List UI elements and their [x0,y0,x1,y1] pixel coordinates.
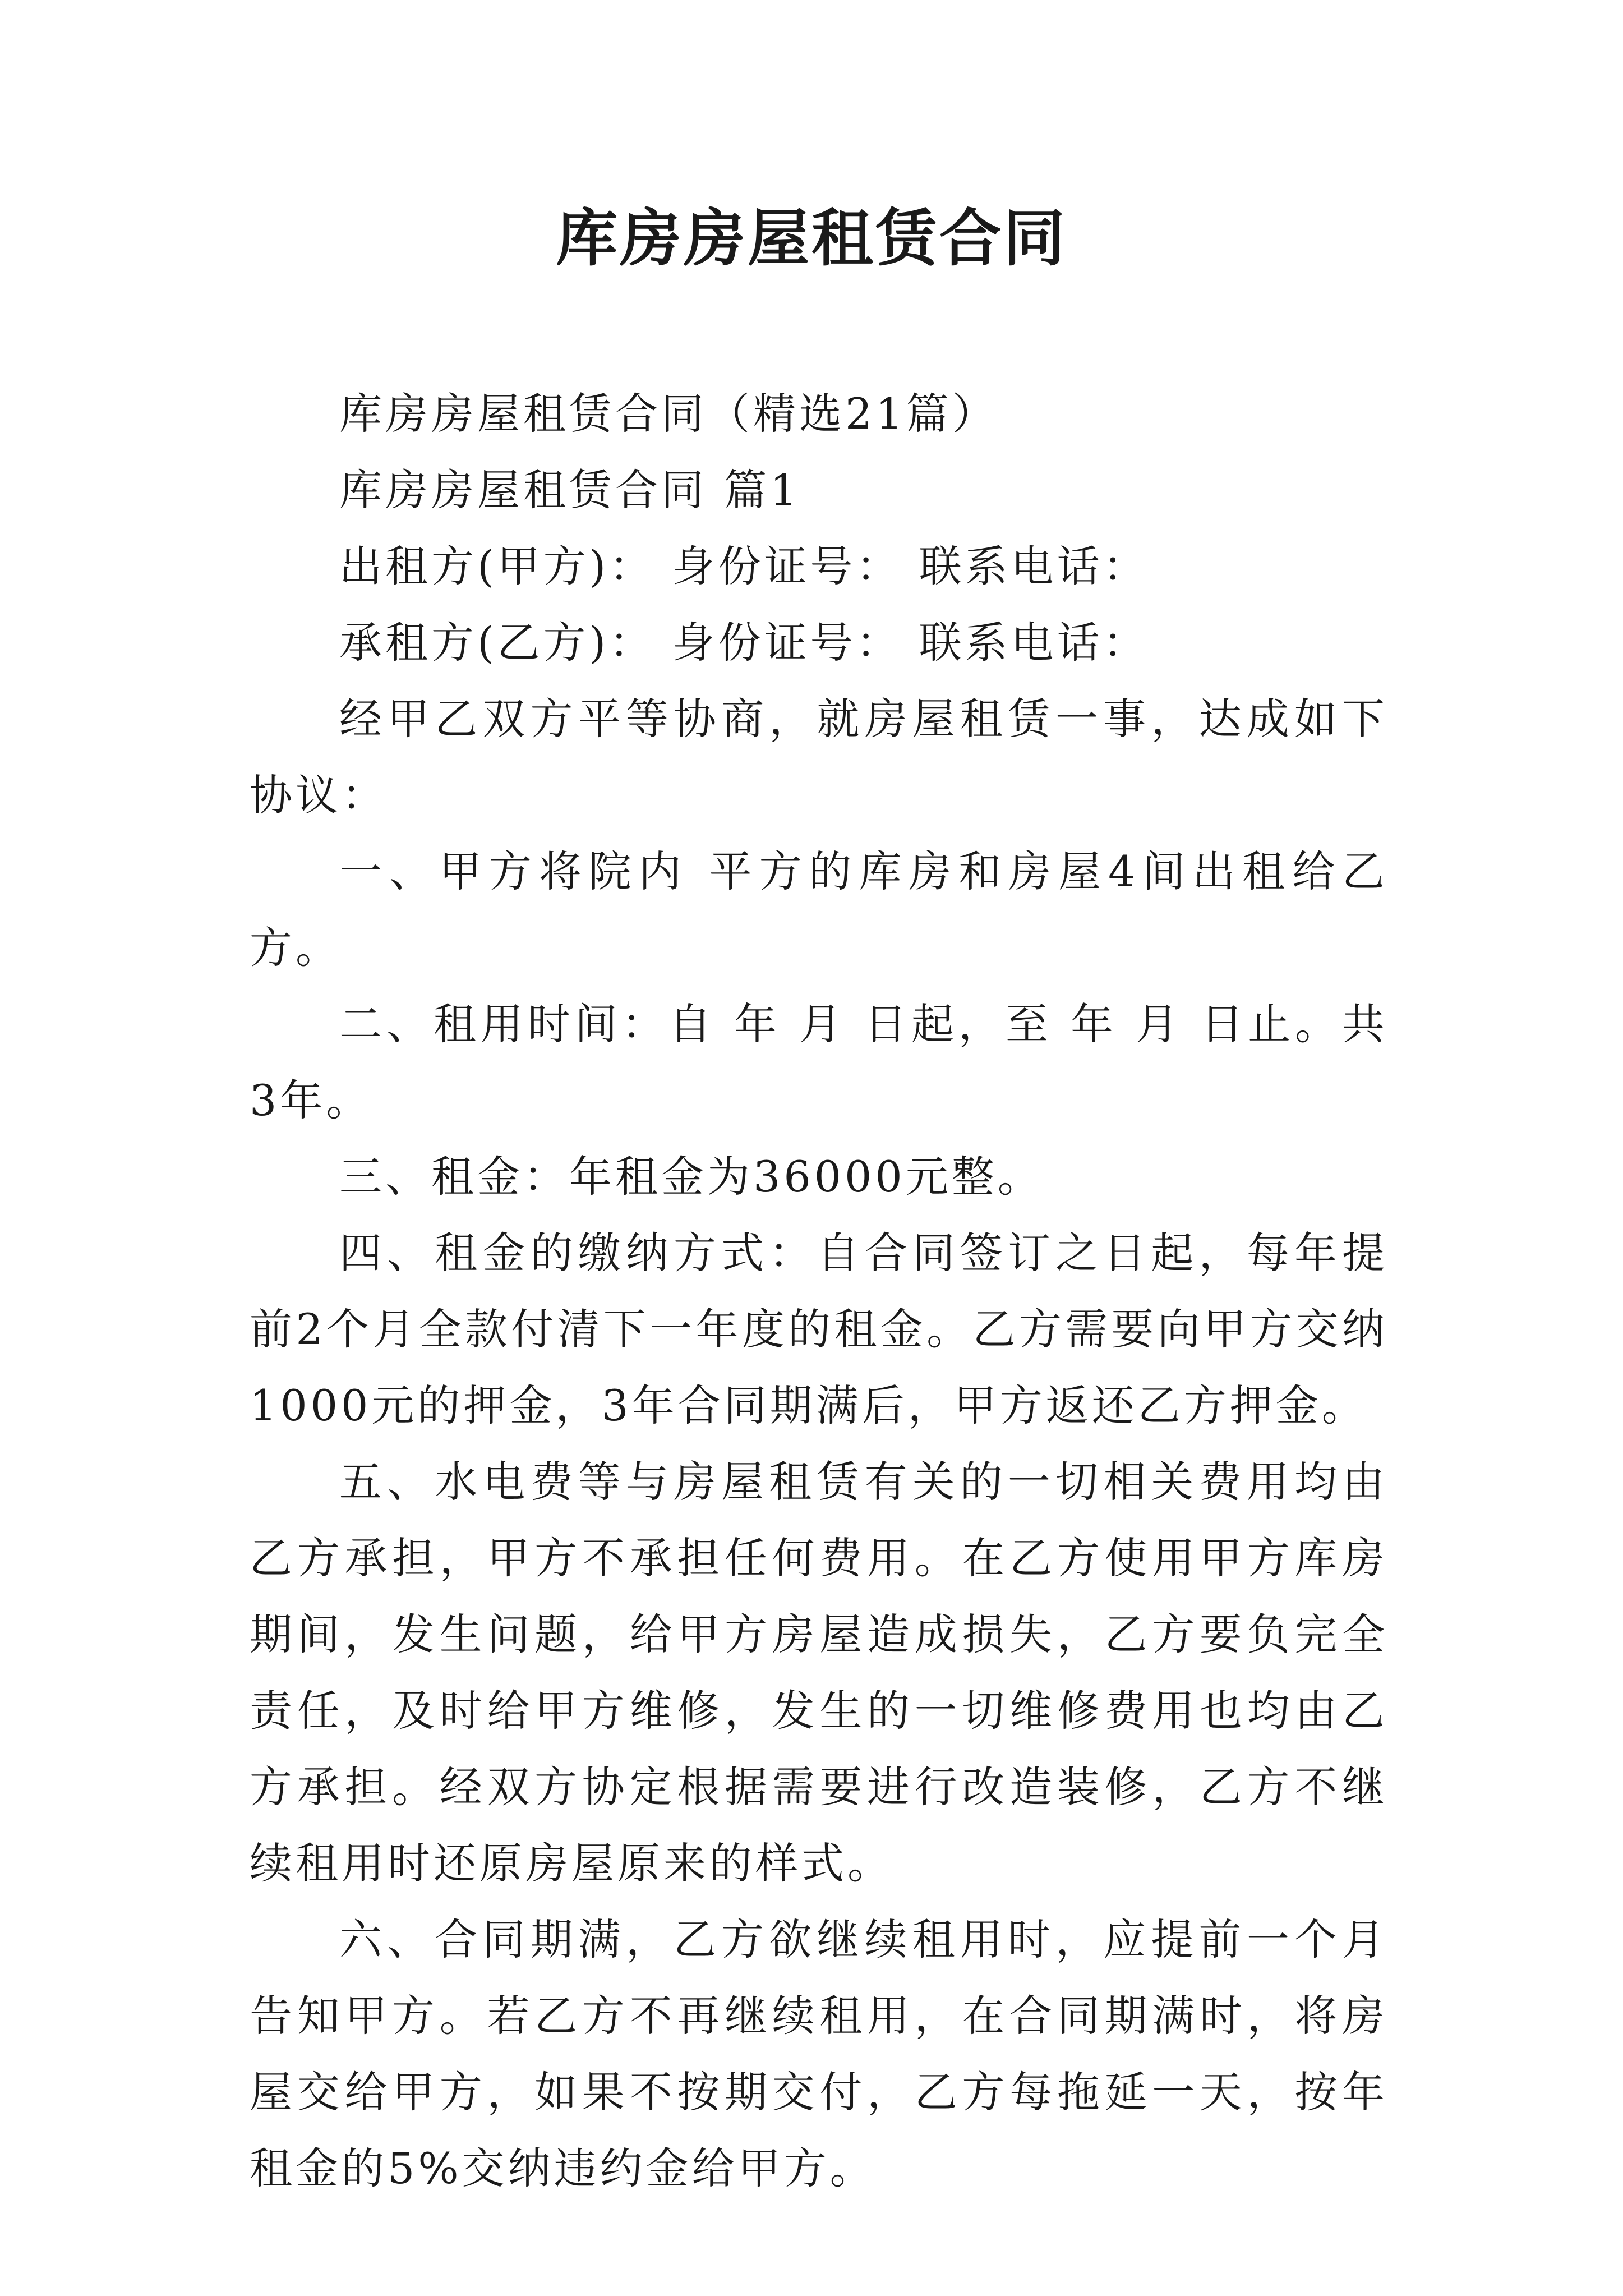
clause-3: 三、租金：年租金为36000元整。 [339,1152,1044,1202]
clause-6: 六、合同期满，乙方欲继续租用时，应提前一个月告知甲方。若乙方不再继续租用，在合同期满时，将房屋交给甲方，如果不按期交付，乙方每拖延一天，按年租金的5%交纳违约金给甲方。 [250,1915,1388,2193]
agreement-intro: 经甲乙双方平等协商，就房屋租赁一事，达成如下协议： [250,694,1388,820]
document-body [250,376,1388,2207]
section-heading: 库房房屋租赁合同 篇1 [339,465,801,515]
lessor-line: 出租方(甲方)： 身份证号： 联系电话： [339,541,1149,591]
lessee-line: 承租方(乙方)： 身份证号： 联系电话： [339,618,1149,668]
document-title: 库房房屋租赁合同 [556,202,1067,274]
clause-4: 四、租金的缴纳方式：自合同签订之日起，每年提前2个月全款付清下一年度的租金。乙方需要向甲方交纳1000元的押金，3年合同期满后，甲方返还乙方押金。 [250,1228,1388,1430]
clause-5: 五、水电费等与房屋租赁有关的一切相关费用均由乙方承担，甲方不承担任何费用。在乙方使用甲方库房期间，发生问题，给甲方房屋造成损失，乙方要负完全责任，及时给甲方维修，发生的一切维修费用也均由乙方承担。经双方协定根据需要进行改造装修，乙方不继续租用时还原房屋原来的样式。 [250,1457,1388,1888]
collection-heading: 库房房屋租赁合同（精选21篇） [339,389,998,439]
clause-1: 一、甲方将院内 平方的库房和房屋4间出租给乙方。 [250,846,1388,973]
clause-2: 二、租用时间：自 年 月 日起，至 年 月 日止。共3年。 [250,999,1388,1125]
